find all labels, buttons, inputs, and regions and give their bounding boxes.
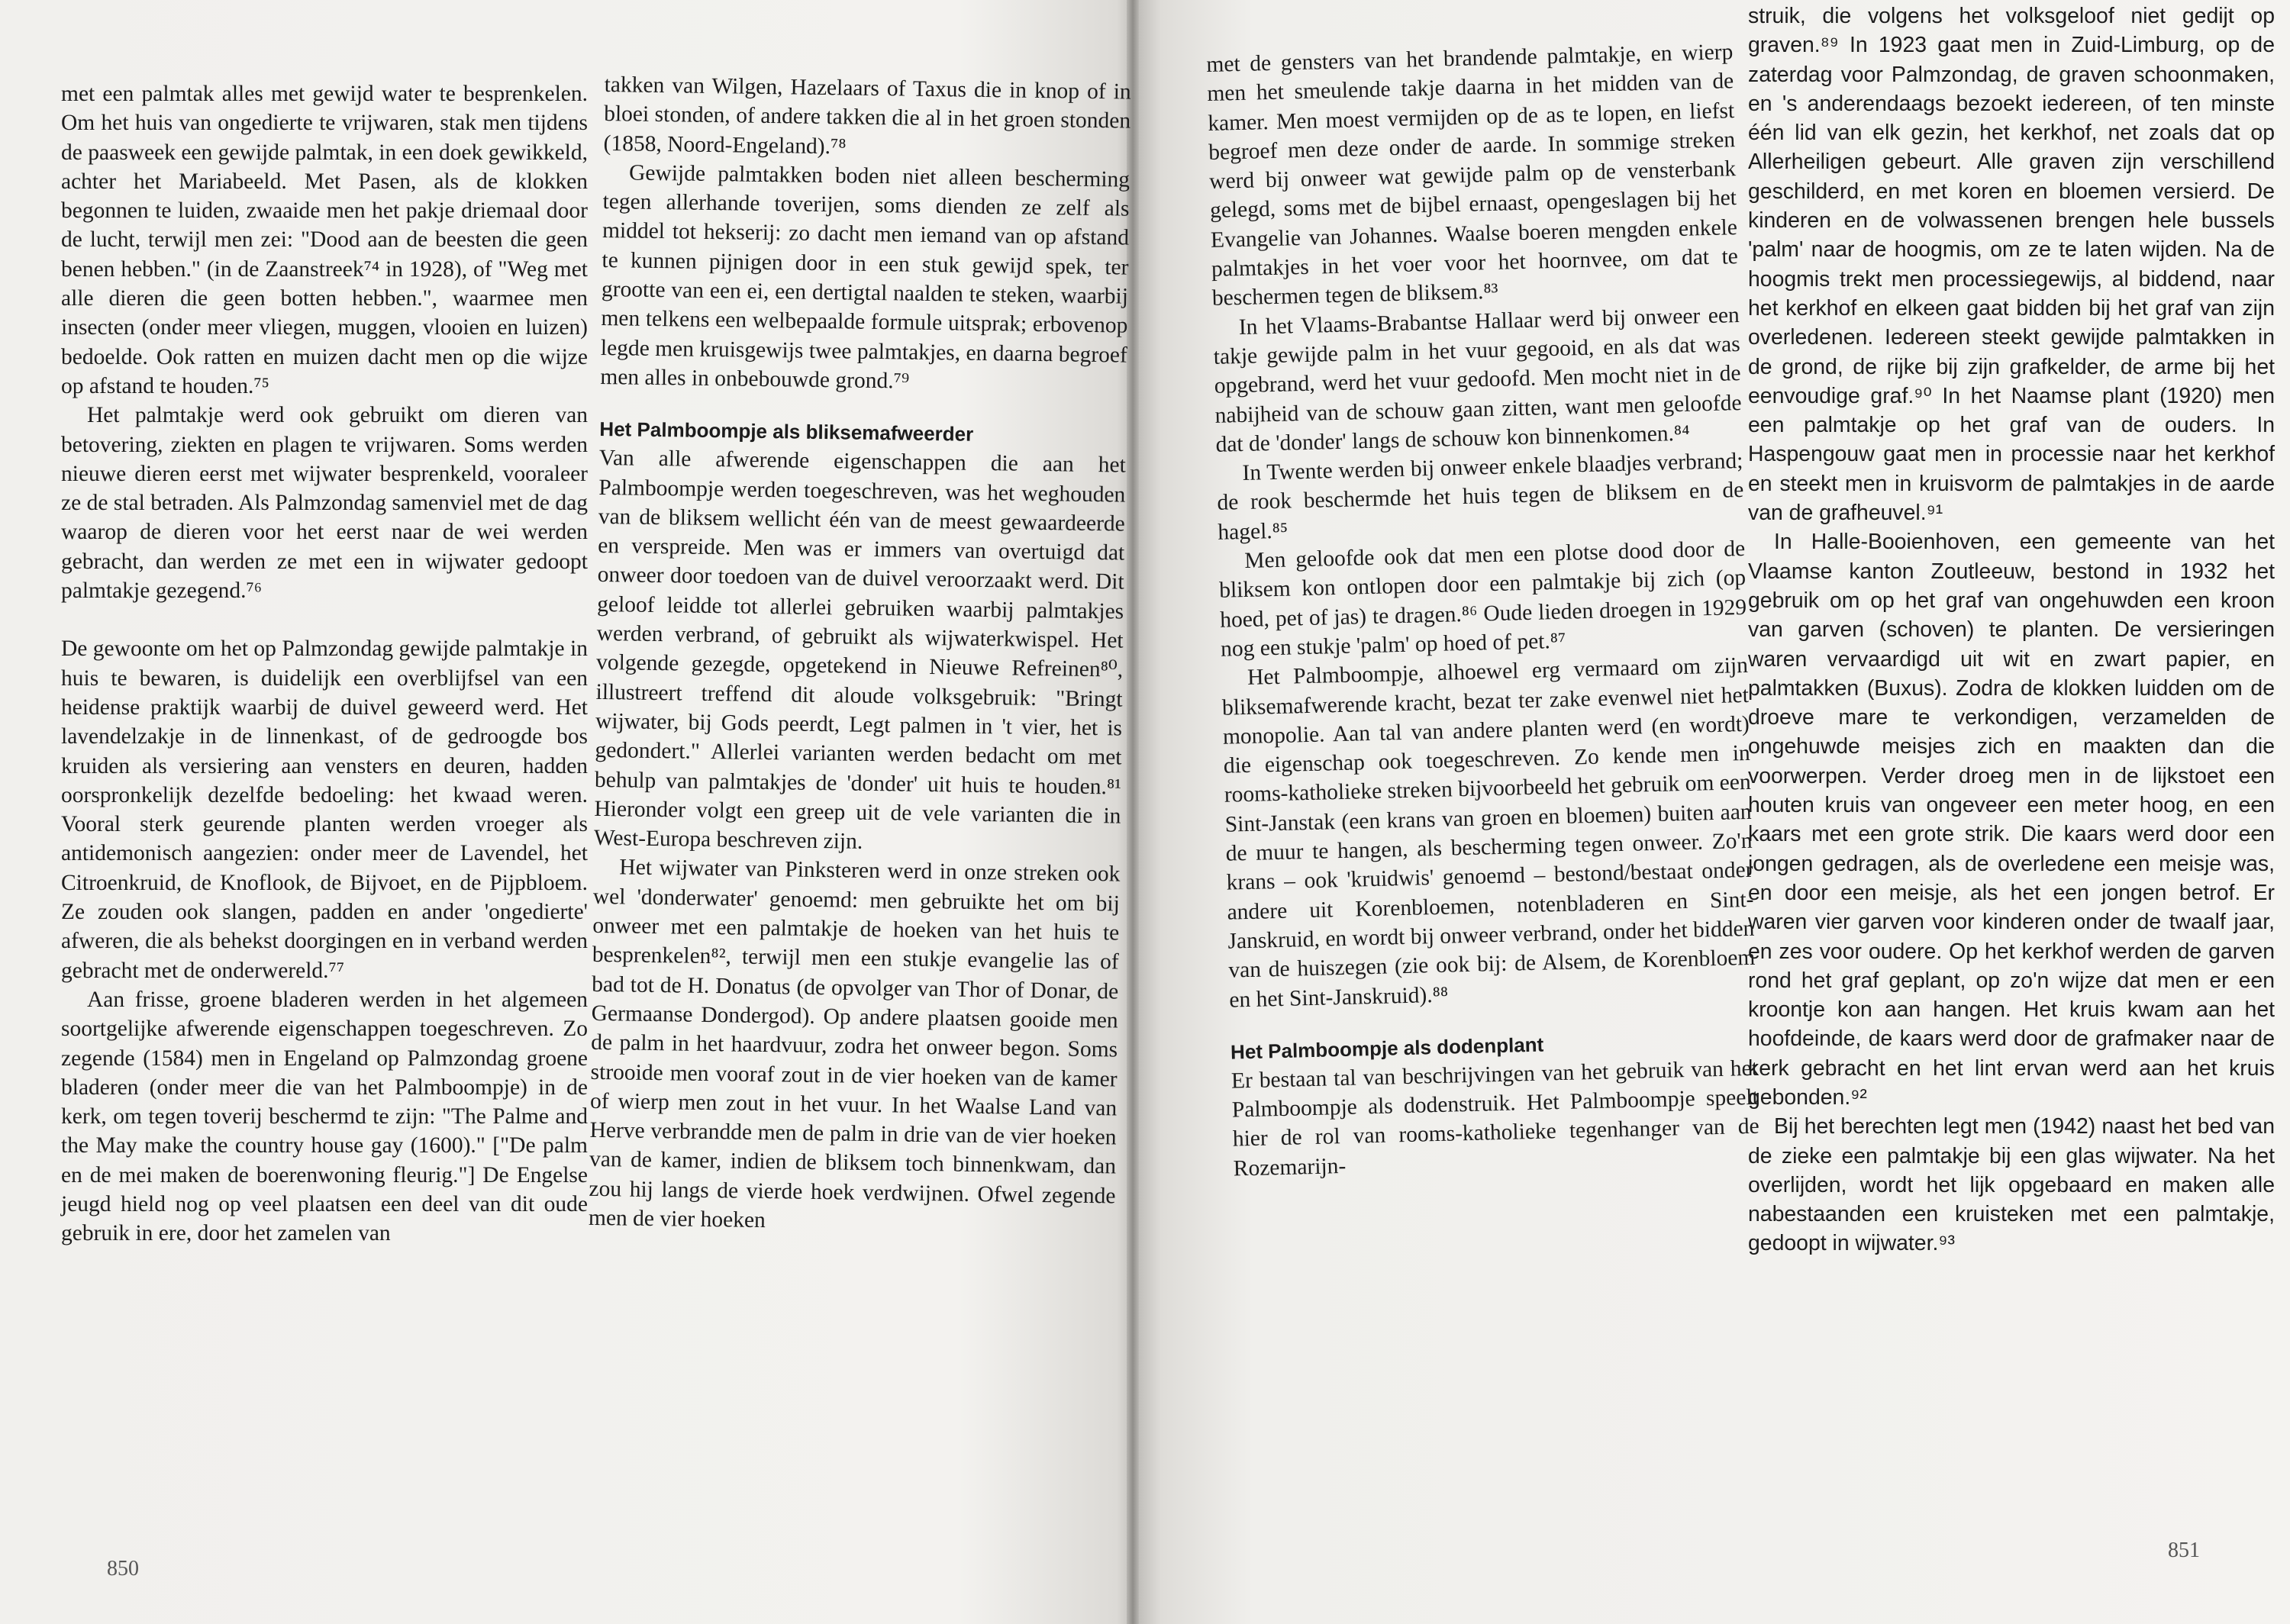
paragraph: De gewoonte om het op Palmzondag gewijde palmtakje in huis te bewaren, is duidelijk een overblijfsel van een heidense praktijk waarbij de duivel geweerd werd. Het lavendelzakje in de linnenkast, of de gedroogde bos kruiden als versiering aan vensters en deuren, hadden oorspronkelijk dezelfde bedoeling: het kwaad weren. Vooral sterk geurende planten werden vroeger als antidemonisch aangezien: onder meer de Lavendel, het Citroenkruid, de Knoflook, de Bijvoet, en de Pijpbloem. Ze zouden ook slangen, padden en ander 'ongedierte' afweren, die als behekst doorgingen en in verband werden gebracht met de onderwereld.⁷⁷ xyxy=(61,636,588,983)
paragraph: In Halle-Booienhoven, een gemeente van het Vlaamse kanton Zoutleeuw, bestond in 1932 het gebruik om op het graf van ongehuwden een kroon van garven (schoven) te planten. De versieringen waren vervaardigd uit wit en zwart papier, en palmtakken (Buxus). Zodra de klokken luidden om de droeve mare te verkondigen, verzamelden de ongehuwde meisjes zich en maakten dan die voorwerpen. Verder droeg men in de lijkstoet een houten kruis van ongeveer een meter hoog, en een kaars met een grote strik. Die kaars werd door een jongen gedragen, als de overledene een meisje was, en door een meisje, als het een jongen betrof. Er waren vier garven voor kinderen onder de twaalf jaar, en zes voor oudere. Op het kerkhof werden de garven rond het graf geplant, op zo'n wijze dat men er een kroontje kon aan hangen. Het kruis kwam aan het hoofdeinde, de kaars werd door de grafmaker naar de kerk gebracht en het lint ervan werd aan het kruis gebonden.⁹² xyxy=(1748,530,2275,1110)
paragraph: met een palmtak alles met gewijd water te besprenkelen. Om het huis van ongedierte te vrijwaren, stak men tijdens de paasweek een gewijde palmtak, in een doek gewikkeld, achter het Mariabeeld. Met Pasen, als de klokken begonnen te luiden, zwaaide men het pakje driemaal door de lucht, terwijl men zei: "Dood aan de beesten die geen benen hebben." (in de Zaanstreek⁷⁴ in 1928), of "Weg met alle dieren die geen botten hebben.", waarmee men insecten (onder meer vliegen, muggen, vlooien en luizen) bedoelde. Ook ratten en muizen dacht men op die wijze op afstand te houden.⁷⁵ xyxy=(61,82,588,398)
paragraph: In het Vlaams-Brabantse Hallaar werd bij onweer een takje gewijde palm in het vuur gegooid, en als dat was opgebrand, werd het vuur gedoofd. Men mocht niet in de nabijheid van de schouw gaan zitten, want men geloofde dat de 'donder' langs de schouw kon binnenkomen.⁸⁴ xyxy=(1213,302,1742,457)
paragraph: Het Palmboompje, alhoewel erg vermaard om zijn bliksemafwerende kracht, bezat ter zake evenwel niet het monopolie. Aan tal van andere planten werd (en wordt) die eigenschap ook toegeschreven. Zo kende men in rooms-katholieke streken bijvoorbeeld het gebruik om een Sint-Janstak (een krans van groen en bloemen) buiten aan de muur te hangen, als bescherming tegen onweer. Zo'n krans – ook 'kruidwis' genoemd – bestond/bestaat onder andere uit Korenbloemen, notenbladeren en Sint-Janskruid, en wordt bij onweer verbrand, onder het bidden van de huiszegen (zie ook bij: de Alsem, de Korenbloem en het Sint-Janskruid).⁸⁸ xyxy=(1221,653,1756,1013)
paragraph: In Twente werden bij onweer enkele blaadjes verbrand; de rook beschermde het huis tegen de bliksem en de hagel.⁸⁵ xyxy=(1217,449,1744,545)
section-heading: Het Palmboompje als bliksemafweerder xyxy=(599,417,974,446)
left-page-column-2 xyxy=(589,70,1131,1240)
paragraph: Er bestaan tal van beschrijvingen van het gebruik van het Palmboompje als dodenstruik. Het Palmboompje speelt hier de rol van rooms-katholieke tegenhanger van de Rozemarijn- xyxy=(1230,1055,1760,1181)
paragraph: struik, die volgens het volksgeloof niet gedijt op graven.⁸⁹ In 1923 gaat men in Zuid-Limburg, op de zaterdag voor Palmzondag, de graven schoonmaken, en 's anderendaags bezoekt iedereen, of ten minste één lid van elk gezin, het kerkhof, net zoals dat op Allerheiligen gebeurt. Alle graven zijn verschillend geschilderd, en met koren en bloemen versierd. De kinderen en de volwassenen brengen hele bussels 'palm' naar de hoogmis, om ze te laten wijden. Na de hoogmis trekt men processiegewijs, al biddend, naar het kerkhof en elkeen gaat bidden bij het graf van zijn overledenen. Iedereen steekt gewijde palmtakken in de grond, de rijke bij zijn grafkelder, de arme bij het eenvoudige graf.⁹⁰ In het Naamse plant (1920) men een palmtakje op het graf van de ouders. In Haspengouw gaat men in processie naar het kerkhof en steekt men in kruisvorm de palmtakjes in de aarde van de grafheuvel.⁹¹ xyxy=(1748,4,2275,526)
right-page-column-2 xyxy=(1748,2,2275,1258)
paragraph: Bij het berechten legt men (1942) naast het bed van de zieke een palmtakje bij een glas wijwater. Na het overlijden, wordt het lijk opgebaard en maken alle nabestaanden een kruisteken met een palmtakje, gedoopt in wijwater.⁹³ xyxy=(1748,1114,2275,1256)
page-number-right: 851 xyxy=(2168,1539,2200,1562)
paragraph: takken van Wilgen, Hazelaars of Taxus die in knop of in bloei stonden, of andere takken die al in het groen stonden (1858, Noord-Engeland).⁷⁸ xyxy=(603,72,1131,160)
left-page-column-1 xyxy=(61,79,588,1249)
paragraph: Men geloofde ook dat men een plotse dood door de bliksem kon ontlopen door een palmtakje bij zich (op hoed, pet of jas) te dragen.⁸⁶ Oude lieden droegen in 1929 nog een stukje 'palm' op hoed of pet.⁸⁷ xyxy=(1218,536,1747,662)
paragraph: Het wijwater van Pinksteren werd in onze streken ook wel 'donderwater' genoemd: men gebruikte het om bij onweer met een palmtakje de hoeken van het huis te besprenkelen⁸², terwijl men een stukje evangelie las of bad tot de H. Donatus (de opvolger van Thor of Donar, de Germaanse Dondergod). Op andere plaatsen gooide men de palm in het haardvuur, zodra het onweer begon. Soms strooide men vooraf zout in de vier hoeken van de kamer of wierp men zout in het vuur. In het Waalse Land van Herve verbrandde men de palm in drie van de vier hoeken van de kamer, indien de bliksem toch binnenkwam, dan zou hij langs de vierde hoek verdwijnen. Ofwel zegende men de vier hoeken xyxy=(588,855,1121,1233)
paragraph: Van alle afwerende eigenschappen die aan het Palmboompje werden toegeschreven, was het weghouden van de bliksem wellicht één van de meest gewaardeerde en verspreide. Men was er immers van overtuigd dat onweer door toedoen van de duivel veroorzaakt werd. Dit geloof leidde tot allerlei gebruiken waarbij palmtakjes werden verbrand, of gebruikt als wijwaterkwispel. Het volgende gezegde, opgetekend in Nieuwe Refreinen⁸⁰, illustreert treffend dit aloude volksgebruik: "Bringt wijwater, bij Gods peerdt, Legt palmen in 't vier, het is gedondert." Allerlei varianten werden bedacht om met behulp van palmtakjes de 'donder' uit huis te houden.⁸¹ Hieronder volgt een greep uit de vele varianten die in West-Europa beschreven zijn. xyxy=(593,446,1127,854)
paragraph: met de gensters van het brandende palmtakje, en wierp men het smeulende takje daarna in het midden van de kamer. Men moest vermijden op de as te lopen, en liefst begroef men deze onder de aarde. In sommige streken werd bij onweer wat gewijde palm op de vensterbank gelegd, soms met de bijbel ernaast, opengeslagen bij het Evangelie van Johannes. Waalse boeren mengden enkele palmtakjes in het voer voor het hoornvee, om dat te beschermen tegen de bliksem.⁸³ xyxy=(1206,40,1739,311)
paragraph: Aan frisse, groene bladeren werden in het algemeen soortgelijke afwerende eigenschappen toegeschreven. Zo zegende (1584) men in Engeland op Palmzondag groene bladeren (onder meer die van het Palmboompje) in de kerk, om tegen toverij beschermd te zijn: "The Palme and the May make the country house gay (1600)." ["De palm en de mei maken de boerenwoning fleurig."] De Engelse jeugd hield nog op veel plaatsen een deel van dit oude gebruik in ere, door het zamelen van xyxy=(61,987,588,1246)
page-number-left: 850 xyxy=(107,1557,139,1580)
section-heading: Het Palmboompje als dodenplant xyxy=(1230,1033,1544,1064)
paragraph: Het palmtakje werd ook gebruikt om dieren van betovering, ziekten en plagen te vrijwaren. Soms werden nieuwe dieren eerst met wijwater besprenkeld, vooraleer ze de stal betraden. Als Palmzondag samenviel met de dag waarop de dieren voor het eerst naar de wei werden gebracht, dan werden ze met een in wijwater gedoopt palmtakje gezegend.⁷⁶ xyxy=(61,403,588,604)
paragraph: Gewijde palmtakken boden niet alleen bescherming tegen allerhande toverijen, soms dienden ze zelf als middel tot hekserij: zo dacht men iemand van op afstand te kunnen pijnigen door in een stuk gewijd spek, ter grootte van een ei, een dertigtal naalden te steken, waarbij men telkens een welbepaalde formule uitsprak; erbovenop legde men kruisgewijs twee palmtakjes, en daarna begroef men alles in onbebouwde grond.⁷⁹ xyxy=(600,160,1130,394)
right-page-column-1 xyxy=(1206,37,1760,1183)
